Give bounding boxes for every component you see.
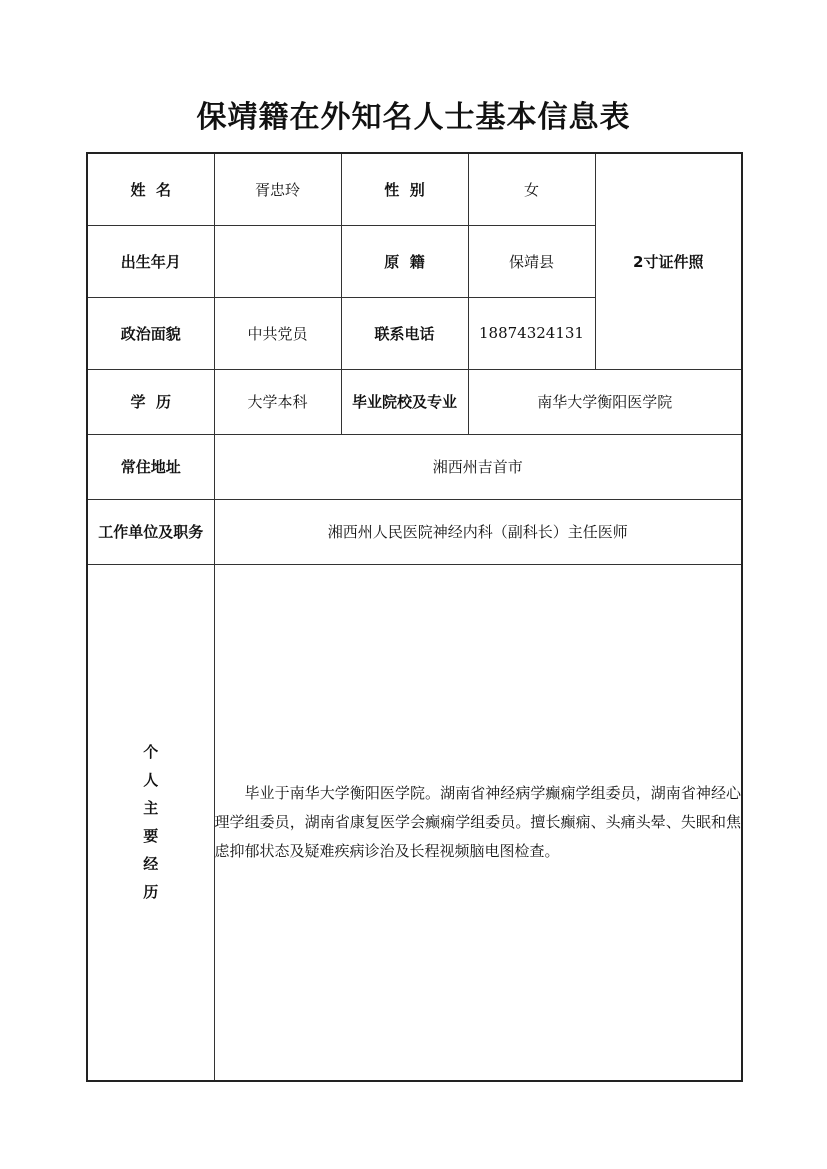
form-title: 保靖籍在外知名人士基本信息表: [196, 100, 631, 135]
label-politics: 政治面貌: [87, 297, 214, 369]
label-experience-char: 个: [143, 743, 159, 762]
label-phone: 联系电话: [341, 297, 468, 369]
value-work: 湘西州人民医院神经内科（副科长）主任医师: [214, 499, 742, 564]
label-school: 毕业院校及专业: [341, 369, 468, 434]
photo-placeholder: 2寸证件照: [595, 153, 742, 369]
row-education: [87, 369, 742, 434]
value-gender: 女: [468, 153, 595, 225]
value-birth: [214, 225, 341, 297]
row-experience: [87, 564, 742, 1081]
label-experience-char: 要: [143, 827, 159, 846]
row-name-gender: [87, 153, 742, 225]
label-experience-char: 经: [143, 855, 159, 874]
label-birth: 出生年月: [87, 225, 214, 297]
label-experience: [87, 564, 214, 1081]
label-experience-char: 历: [143, 883, 159, 902]
row-address: [87, 434, 742, 499]
value-school: 南华大学衡阳医学院: [468, 369, 742, 434]
value-politics: 中共党员: [214, 297, 341, 369]
row-work: [87, 499, 742, 564]
label-name: 姓 名: [87, 153, 214, 225]
label-experience-char: 主: [143, 799, 159, 818]
value-experience-cell: [214, 564, 742, 1081]
value-phone: 18874324131: [468, 297, 595, 369]
label-address: 常住地址: [87, 434, 214, 499]
info-table: [86, 152, 743, 1082]
label-gender: 性 别: [341, 153, 468, 225]
label-origin: 原 籍: [341, 225, 468, 297]
label-education: 学 历: [87, 369, 214, 434]
label-work: 工作单位及职务: [87, 499, 214, 564]
value-education: 大学本科: [214, 369, 341, 434]
value-name: 胥忠玲: [214, 153, 341, 225]
value-experience: 毕业于南华大学衡阳医学院。湖南省神经病学癫痫学组委员，湖南省神经心理学组委员，湖南省康复医学会癫痫学组委员。擅长癫痫、头痛头晕、失眠和焦虑抑郁状态及疑难疾病诊治及长程视频脑电图检查。: [214, 783, 741, 860]
value-origin: 保靖县: [468, 225, 595, 297]
value-address: 湘西州吉首市: [214, 434, 742, 499]
label-experience-char: 人: [143, 771, 159, 790]
